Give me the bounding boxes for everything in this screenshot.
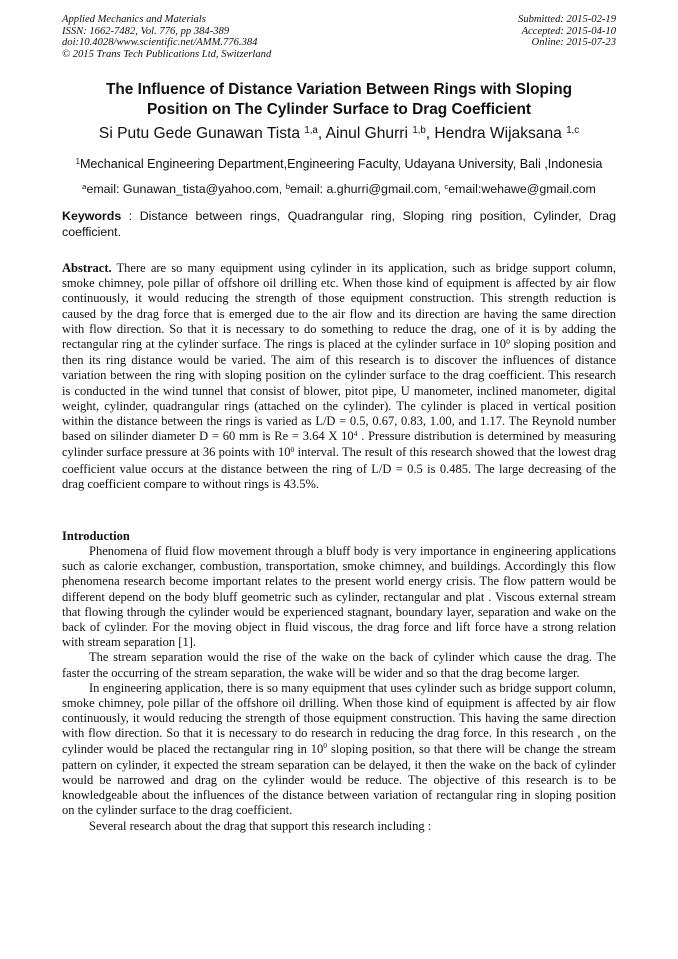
introduction-paragraph-3 <box>62 681 616 819</box>
introduction-body <box>62 544 616 834</box>
abstract-text: . Pressure distribution is determined by measuring cylinder surface pressure at 36 points with 10 <box>62 429 616 460</box>
keywords-section <box>62 209 616 240</box>
author-name: Hendra Wijaksana <box>434 125 562 142</box>
affiliation <box>62 156 616 174</box>
email-superscript: a <box>82 181 87 191</box>
abstract-text: interval. The result of this research showed that the lowest drag coefficient value occurs at the distance between the ring of L/D = 0.5 is 0.485. The large decreasing of the drag coefficient compare to without rings is 43.5%. <box>62 445 616 491</box>
degree-superscript: 0 <box>323 741 328 751</box>
paragraph-text: In engineering application, there is so many equipment that uses cylinder such as bridge support column, smoke chimney, pole pillar of the offshore oil drilling. When those kind of equipment is affected by air flow continuously, it would reducing the strength of those equipment construction. This having the same direction with flow direction. So that it is necessary to do research in reducing the drag force. In this research , on the cylinder would be placed the rectangular ring in 10 <box>62 680 616 756</box>
author-superscript: 1,a <box>304 124 318 136</box>
keywords-label: Keywords <box>62 209 122 223</box>
paper-title <box>62 80 616 120</box>
abstract-section <box>62 261 616 492</box>
email-superscript: b <box>285 181 290 191</box>
journal-issn: ISSN: 1662-7482, Vol. 776, pp 384-389 <box>62 25 230 37</box>
email-entry: email: a.ghurri@gmail.com, <box>289 182 441 196</box>
abstract-text: There are so many equipment using cylinder in its application, such as bridge support column, smoke chimney, pole pillar of offshore oil drilling etc. When those kind of equipment is affected by air flow continuously, it would reducing the strength of those equipment construction. This strength reduction is caused by the drag force that is emerged due to the air flow and its direction are having the same direction with flow direction. So that it is necessary to do something to reduce the drag, one of it is by adding the rectangular ring at the cylinder surface. The rings is placed at the cylinder surface in 10 <box>62 261 616 352</box>
journal-doi: doi:10.4028/www.scientific.net/AMM.776.384 <box>62 37 258 49</box>
journal-info <box>62 14 271 60</box>
submitted-date: Submitted: 2015-02-19 <box>518 14 616 25</box>
accepted-date: Accepted: 2015-04-10 <box>521 25 616 37</box>
author-name: Ainul Ghurri <box>325 125 408 142</box>
title-line-1: The Influence of Distance Variation Between Rings with Sloping <box>105 81 573 98</box>
submission-dates <box>518 14 616 49</box>
title-line-2: Position on The Cylinder Surface to Drag Coefficient <box>147 101 531 118</box>
introduction-heading: Introduction <box>62 529 130 543</box>
paragraph-text: sloping position, so that there will be change the stream pattern on cylinder, it expected the stream separation can be delayed, it then the wake on the back of cylinder would be narrowed and drag on the cylinder would be reduce. The objective of this research is to be knowledgeable about the influences of the distance between variation of rectangular ring in sloping position on the cylinder surface to the drag coefficient. <box>62 741 616 818</box>
author-list: Si Putu Gede Gunawan Tista $^{1,a}$, Ainul Ghurri $^{1,b}$, Hendra Wijaksana $^{1,c}$ <box>98 124 580 142</box>
email-entry: email: Gunawan_tista@yahoo.com, <box>86 182 283 196</box>
degree-superscript: 0 <box>290 445 295 455</box>
exponent-superscript: 4 <box>353 428 358 438</box>
affiliation-superscript: 1 <box>75 156 80 166</box>
keywords-text: : Distance between rings, Quadrangular ring, Sloping ring position, Cylinder, Drag coefficient. <box>62 209 616 239</box>
abstract-label: Abstract. <box>62 261 112 275</box>
author-superscript: 1,b <box>412 124 426 136</box>
author-superscript: 1,c <box>566 124 580 136</box>
introduction-paragraph-1: Phenomena of fluid flow movement through a bluff body is very importance in engineering applications such as calorie exchanger, combustion, transportation, smoke chimney, and buildings. Accordingly this flow phenomena research become important relates to the present world energy crisis. The flow pattern would be different depend on the body bluff geometric such as cylinder, rectangular and plat . Viscous external stream that flowing through the cylinder would be experienced stagnant, boundary layer, separation and wake on the back of cylinder. For the moving object in fluid viscous, the drag force and lift force have a strong relation with stream separation [1]. <box>62 544 616 650</box>
affiliation-text: Mechanical Engineering Department,Engineering Faculty, Udayana University, Bali ,Indonesia <box>79 157 603 171</box>
journal-name: Applied Mechanics and Materials <box>62 14 206 25</box>
abstract-text: sloping position and then its ring distance would be varied. The aim of this research is to discover the influences of distance variation between the ring with sloping position on the cylinder surface to the drag coefficient. This research is conducted in the wind tunnel that consist of blower, pitot pipe, U manometer, inclined manometer, digital weight, cylinder, quadrangular rings (attached on the cylinder). The cylinder is placed in vertical position within the distance between the rings is varied as L/D = 0.5, 0.67, 0.83, 1.00, and 1.17. The Reynold number based on silinder diameter D = 60 mm is Re = 3.64 X 10 <box>62 337 616 444</box>
degree-superscript: 0 <box>506 336 510 346</box>
email-superscript: c <box>444 181 449 191</box>
online-date: Online: 2015-07-23 <box>531 37 616 49</box>
introduction-paragraph-4: Several research about the drag that support this research including : <box>89 818 432 833</box>
introduction-paragraph-2: The stream separation would the rise of the wake on the back of cylinder which cause the drag. The faster the occurring of the stream separation, the wake will be wider and so that the drag become larger. <box>62 650 616 680</box>
email-entry: email:wehawe@gmail.com <box>448 182 596 196</box>
email-list <box>62 181 616 199</box>
author-name: Si Putu Gede Gunawan Tista <box>98 125 301 142</box>
journal-copyright: © 2015 Trans Tech Publications Ltd, Switzerland <box>62 48 272 60</box>
